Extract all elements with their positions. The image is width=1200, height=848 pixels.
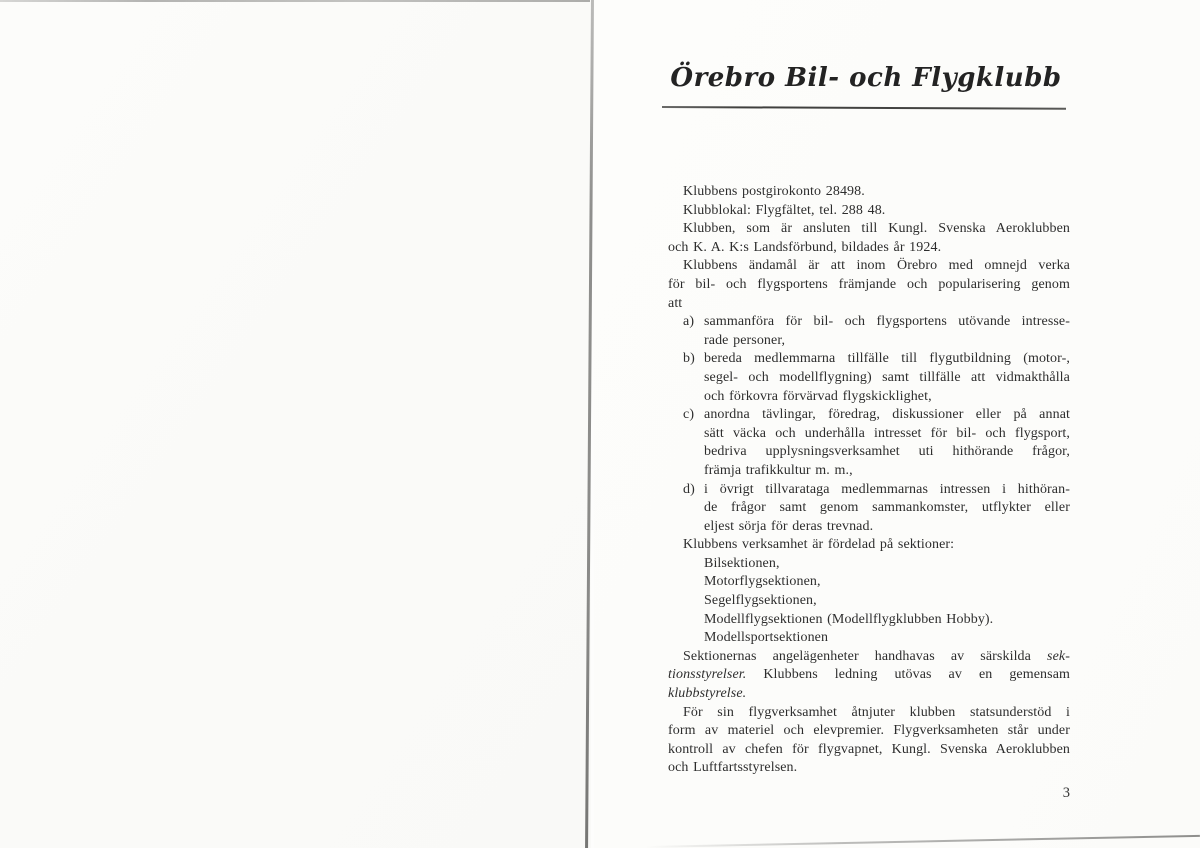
text-line	[668, 462, 1070, 481]
text-line	[668, 759, 1070, 778]
text-run: Modellflygsektionen (Modellflygklubben Hobby).	[704, 611, 994, 627]
text-run: Klubbens ledning utövas av en gemensam	[746, 667, 1070, 683]
text-run: främja trafikkultur m. m.,	[704, 462, 853, 478]
text-line	[668, 220, 1070, 239]
text-line	[668, 406, 1070, 425]
text-run: Klubben, som är ansluten till Kungl. Svenska Aeroklubben	[683, 221, 1070, 237]
list-marker: a)	[683, 314, 695, 330]
text-line	[668, 685, 1070, 704]
left-blank-page	[0, 0, 591, 848]
text-line	[668, 573, 1070, 592]
text-line	[668, 722, 1070, 741]
text-line	[668, 425, 1070, 444]
text-line	[668, 313, 1070, 332]
text-line	[668, 741, 1070, 760]
text-run: Klubblokal: Flygfältet, tel. 288 48.	[683, 202, 886, 218]
list-marker: c)	[683, 407, 695, 423]
text-run: segel- och modellflygning) samt tillfälle att vidmakthålla	[704, 369, 1070, 385]
text-line	[668, 239, 1070, 258]
text-line	[668, 555, 1070, 574]
text-run: Modellsportsektionen	[704, 630, 829, 646]
list-marker: d)	[683, 481, 695, 497]
list-marker: b)	[683, 351, 695, 367]
text-run: och förkovra förvärvad flygskicklighet,	[704, 388, 932, 404]
italic-text-run: sek-	[1047, 648, 1070, 664]
text-run: För sin flygverksamhet åtnjuter klubben statsunderstöd i	[683, 704, 1070, 720]
text-run: sätt väcka och underhålla intresset för bil- och flygsport,	[704, 425, 1070, 441]
body-text	[668, 183, 1070, 778]
text-run: Klubbens postgirokonto 28498.	[683, 184, 865, 199]
text-line	[668, 666, 1070, 685]
text-run: rade personer,	[704, 332, 786, 348]
text-run: de frågor samt genom sammankomster, utflykter eller	[704, 500, 1070, 516]
text-run: och K. A. K:s Landsförbund, bildades år 1924.	[668, 239, 942, 255]
text-run: Sektionernas angelägenheter handhavas av särskilda	[683, 648, 1048, 664]
text-run: och Luftfartsstyrelsen.	[668, 760, 798, 776]
text-run: bedriva upplysningsverksamhet uti hithörande frågor,	[704, 444, 1070, 460]
text-line	[668, 332, 1070, 351]
text-line	[668, 443, 1070, 462]
text-line	[668, 592, 1070, 611]
text-line	[668, 388, 1070, 407]
text-run: bereda medlemmarna tillfälle till flygutbildning (motor-,	[704, 351, 1070, 367]
text-run: Segelflygsektionen,	[704, 593, 817, 609]
text-run: att	[668, 295, 683, 311]
text-line	[668, 629, 1070, 648]
text-line	[668, 481, 1070, 500]
text-line	[668, 536, 1070, 555]
page-title: Örebro Bil- och Flygklubb	[670, 63, 1062, 93]
text-line	[668, 369, 1070, 388]
text-run: form av materiel och elevpremier. Flygverksamheten står under	[668, 723, 1070, 739]
text-run: Klubbens ändamål är att inom Örebro med omnejd verka	[683, 258, 1070, 274]
text-line	[668, 648, 1070, 667]
text-run: i övrigt tillvarataga medlemmarnas intressen i hithöran-	[704, 481, 1070, 497]
text-run: eljest sörja för deras trevnad.	[704, 518, 874, 534]
text-run: sammanföra för bil- och flygsportens utövande intresse-	[704, 314, 1070, 330]
italic-text-run: tionsstyrelser.	[668, 667, 747, 683]
scan-top-edge-line	[0, 0, 590, 2]
text-line	[668, 518, 1070, 537]
text-line	[668, 704, 1070, 723]
text-line	[668, 499, 1070, 518]
page-number: 3	[1062, 785, 1070, 801]
text-line	[668, 276, 1070, 295]
text-line	[668, 257, 1070, 276]
text-run: anordna tävlingar, föredrag, diskussioner eller på annat	[704, 407, 1070, 423]
text-run: Bilsektionen,	[704, 555, 780, 571]
text-line	[668, 350, 1070, 369]
text-line	[668, 202, 1070, 221]
text-run: för bil- och flygsportens främjande och popularisering genom	[668, 276, 1070, 292]
text-run: kontroll av chefen för flygvapnet, Kungl. Svenska Aeroklubben	[668, 741, 1070, 757]
text-line	[668, 611, 1070, 630]
italic-text-run: klubbstyrelse.	[668, 686, 747, 702]
text-line	[668, 183, 1070, 202]
text-line	[668, 295, 1070, 314]
text-run: Motorflygsektionen,	[704, 574, 821, 590]
text-run: Klubbens verksamhet är fördelad på sektioner:	[683, 537, 955, 553]
